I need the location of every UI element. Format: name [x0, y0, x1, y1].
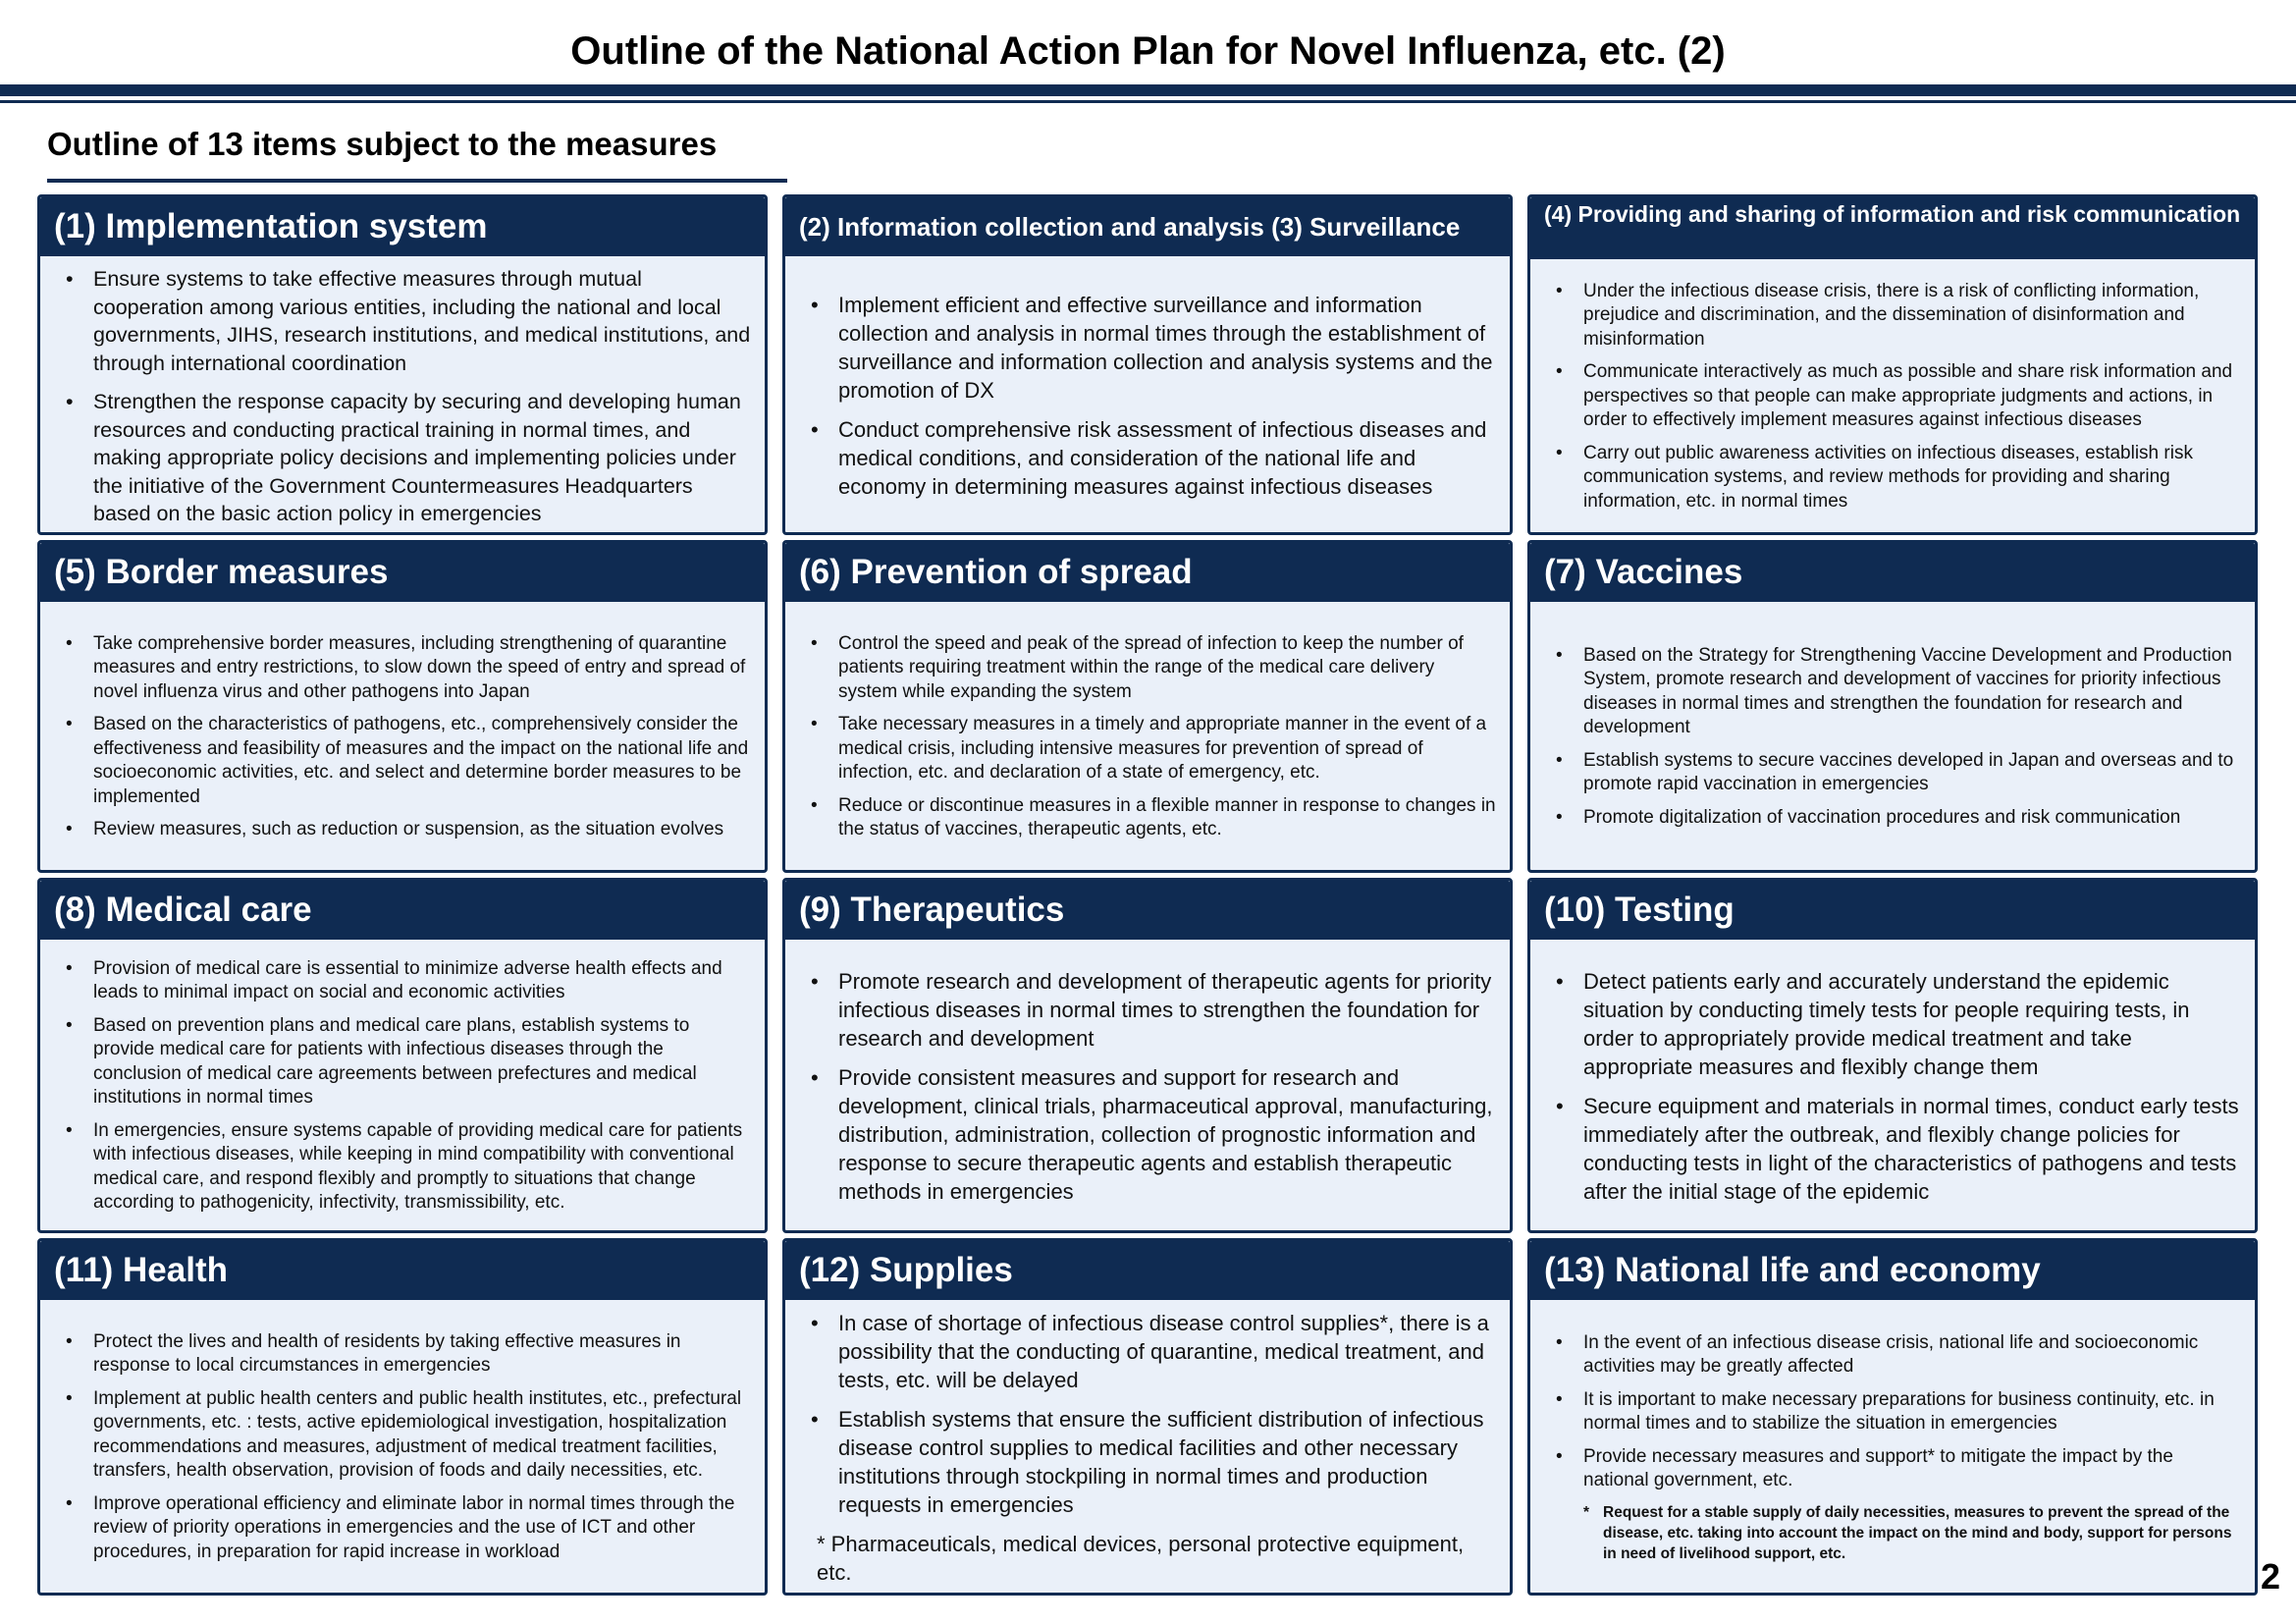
card-heading: (5) Border measures	[40, 543, 765, 602]
card-bullets	[785, 602, 1510, 870]
bullet: • Provide consistent measures and support for research and development, clinical trials, pharmaceutical approval, manufacturing, distribution, administration, collection of prognostic information and response to secure therapeutic agents and establish therapeutic methods in emergencies	[799, 1063, 1496, 1206]
card-information-surveillance	[782, 194, 1513, 535]
card-bullets	[1530, 940, 2255, 1230]
bullet: • Establish systems to secure vaccines developed in Japan and overseas and to promote rapid vaccination in emergencies	[1544, 749, 2241, 797]
card-bullets	[1530, 259, 2255, 532]
page-title: Outline of the National Action Plan for Novel Influenza, etc. (2)	[570, 29, 1726, 73]
card-bullets	[40, 602, 765, 870]
card-supplies	[782, 1238, 1513, 1596]
bullet: • Based on the Strategy for Strengthening Vaccine Development and Production System, promote research and development of vaccines for priority infectious diseases in normal times and strengthen the foundation for research and development	[1544, 644, 2241, 740]
page-number: 2	[2261, 1556, 2281, 1597]
card-bullets	[1530, 602, 2255, 870]
card-risk-communication	[1527, 194, 2258, 535]
title-rule-thin	[0, 100, 2296, 103]
bullet: • Take comprehensive border measures, including strengthening of quarantine measures and entry restrictions, to slow down the speed of entry and spread of novel influenza virus and other pathogens into Japan	[54, 632, 751, 705]
bullet: • Promote digitalization of vaccination procedures and risk communication	[1544, 806, 2241, 831]
card-testing	[1527, 878, 2258, 1233]
card-heading: (6) Prevention of spread	[785, 543, 1510, 602]
card-bullets	[40, 940, 765, 1230]
card-prevention-of-spread	[782, 540, 1513, 873]
card-bullets	[40, 1300, 765, 1593]
bullet: • Conduct comprehensive risk assessment of infectious diseases and medical conditions, and consideration of the national life and economy in determining measures against infectious diseases	[799, 415, 1496, 501]
bullet: • Review measures, such as reduction or suspension, as the situation evolves	[54, 818, 751, 842]
bullet: • Reduce or discontinue measures in a flexible manner in response to changes in the status of vaccines, therapeutic agents, etc.	[799, 794, 1496, 842]
bullet: • Based on prevention plans and medical care plans, establish systems to provide medical care for patients with infectious diseases through the conclusion of medical care agreements between prefectures and medical institutions in normal times	[54, 1014, 751, 1110]
card-heading: (9) Therapeutics	[785, 881, 1510, 940]
card-implementation-system	[37, 194, 768, 535]
card-heading: (4) Providing and sharing of information and risk communication	[1530, 197, 2255, 259]
card-bullets	[785, 940, 1510, 1230]
bullet: • Provision of medical care is essential to minimize adverse health effects and leads to minimal impact on social and economic activities	[54, 957, 751, 1005]
card-bullets	[1530, 1300, 2255, 1593]
card-border-measures	[37, 540, 768, 873]
bullet: • Provide necessary measures and support* to mitigate the impact by the national government, etc.	[1544, 1445, 2241, 1493]
bullet: • Detect patients early and accurately understand the epidemic situation by conducting timely tests for people requiring tests, in order to appropriately provide medical treatment and take appropriate measures and flexibly change them	[1544, 967, 2241, 1081]
card-heading: (1) Implementation system	[40, 197, 765, 256]
card-health	[37, 1238, 768, 1596]
bullet: • In emergencies, ensure systems capable of providing medical care for patients with infectious diseases, while keeping in mind compatibility with conventional medical care, and respond flexibly and promptly to situations that change according to pathogenicity, infectivity, transmissibility, etc.	[54, 1119, 751, 1216]
bullet: • Secure equipment and materials in normal times, conduct early tests immediately after the outbreak, and flexibly change policies for conducting tests in light of the characteristics of pathogens and tests after the initial stage of the epidemic	[1544, 1092, 2241, 1206]
card-national-life-economy	[1527, 1238, 2258, 1596]
title-rule	[0, 84, 2296, 96]
bullet: • Strengthen the response capacity by securing and developing human resources and conducting practical training in normal times, and making appropriate policy decisions and implementing policies under the initiative of the Government Countermeasures Headquarters based on the basic action policy in emergencies	[54, 388, 751, 528]
bullet: • Implement efficient and effective surveillance and information collection and analysis in normal times through the establishment of surveillance and information collection and analysis systems and the promotion of DX	[799, 291, 1496, 405]
bullet: • Promote research and development of therapeutic agents for priority infectious diseases in normal times to strengthen the foundation for research and development	[799, 967, 1496, 1053]
economy-footnote: * Request for a stable supply of daily necessities, measures to prevent the spread of the disease, etc. taking into account the impact on the mind and body, support for persons in need of livelihood support, etc.	[1544, 1502, 2241, 1564]
bullet: • Communicate interactively as much as possible and share risk information and perspectives so that people can make appropriate judgments and actions, in order to effectively implement measures against infectious diseases	[1544, 360, 2241, 433]
bullet: • Establish systems that ensure the sufficient distribution of infectious disease control supplies to medical facilities and other necessary institutions through stockpiling in normal times and production requests in emergencies	[799, 1405, 1496, 1519]
bullet: • Based on the characteristics of pathogens, etc., comprehensively consider the effectiveness and feasibility of measures and the impact on the national life and socioeconomic activities, etc. and select and determine border measures to be implemented	[54, 713, 751, 809]
section-subtitle: Outline of 13 items subject to the measures	[47, 126, 718, 162]
bullet: • It is important to make necessary preparations for business continuity, etc. in normal times and to stabilize the situation in emergencies	[1544, 1388, 2241, 1436]
bullet: • Take necessary measures in a timely and appropriate manner in the event of a medical crisis, including intensive measures for prevention of spread of infection, etc. and declaration of a state of emergency, etc.	[799, 713, 1496, 785]
measures-grid	[37, 194, 2258, 1597]
subtitle-rule	[47, 179, 787, 183]
bullet: • Carry out public awareness activities on infectious diseases, establish risk communication systems, and review methods for providing and sharing information, etc. in normal times	[1544, 442, 2241, 514]
card-heading: (13) National life and economy	[1530, 1241, 2255, 1300]
card-bullets	[785, 256, 1510, 532]
card-heading: (12) Supplies	[785, 1241, 1510, 1300]
bullet: • In the event of an infectious disease crisis, national life and socioeconomic activities may be greatly affected	[1544, 1331, 2241, 1380]
bullet: • Protect the lives and health of residents by taking effective measures in response to local circumstances in emergencies	[54, 1330, 751, 1379]
bullet: • Control the speed and peak of the spread of infection to keep the number of patients requiring treatment within the range of the medical care delivery system while expanding the system	[799, 632, 1496, 705]
card-heading: (8) Medical care	[40, 881, 765, 940]
card-bullets	[785, 1300, 1510, 1594]
card-bullets	[40, 256, 765, 535]
bullet: • Implement at public health centers and public health institutes, etc., prefectural governments, etc. : tests, active epidemiological investigation, hospitalization recommendations and measures, adjustment of medical treatment facilities, transfers, health observation, provision of foods and daily necessities, etc.	[54, 1387, 751, 1484]
card-heading: (2) Information collection and analysis (3) Surveillance	[785, 197, 1510, 256]
supplies-note: * Pharmaceuticals, medical devices, personal protective equipment, etc.	[817, 1532, 1465, 1585]
bullet: • Ensure systems to take effective measures through mutual cooperation among various entities, including the national and local governments, JIHS, research institutions, and medical institutions, and through international coordination	[54, 265, 751, 377]
card-heading: (10) Testing	[1530, 881, 2255, 940]
card-therapeutics	[782, 878, 1513, 1233]
card-heading: (11) Health	[40, 1241, 765, 1300]
card-vaccines	[1527, 540, 2258, 873]
bullet: • In case of shortage of infectious disease control supplies*, there is a possibility that the conducting of quarantine, medical treatment, and tests, etc. will be delayed	[799, 1309, 1496, 1394]
card-heading: (7) Vaccines	[1530, 543, 2255, 602]
card-medical-care	[37, 878, 768, 1233]
bullet: • Improve operational efficiency and eliminate labor in normal times through the review of priority operations in emergencies and the use of ICT and other procedures, in preparation for rapid increase in workload	[54, 1492, 751, 1565]
bullet: • Under the infectious disease crisis, there is a risk of conflicting information, prejudice and discrimination, and the dissemination of disinformation and misinformation	[1544, 280, 2241, 352]
